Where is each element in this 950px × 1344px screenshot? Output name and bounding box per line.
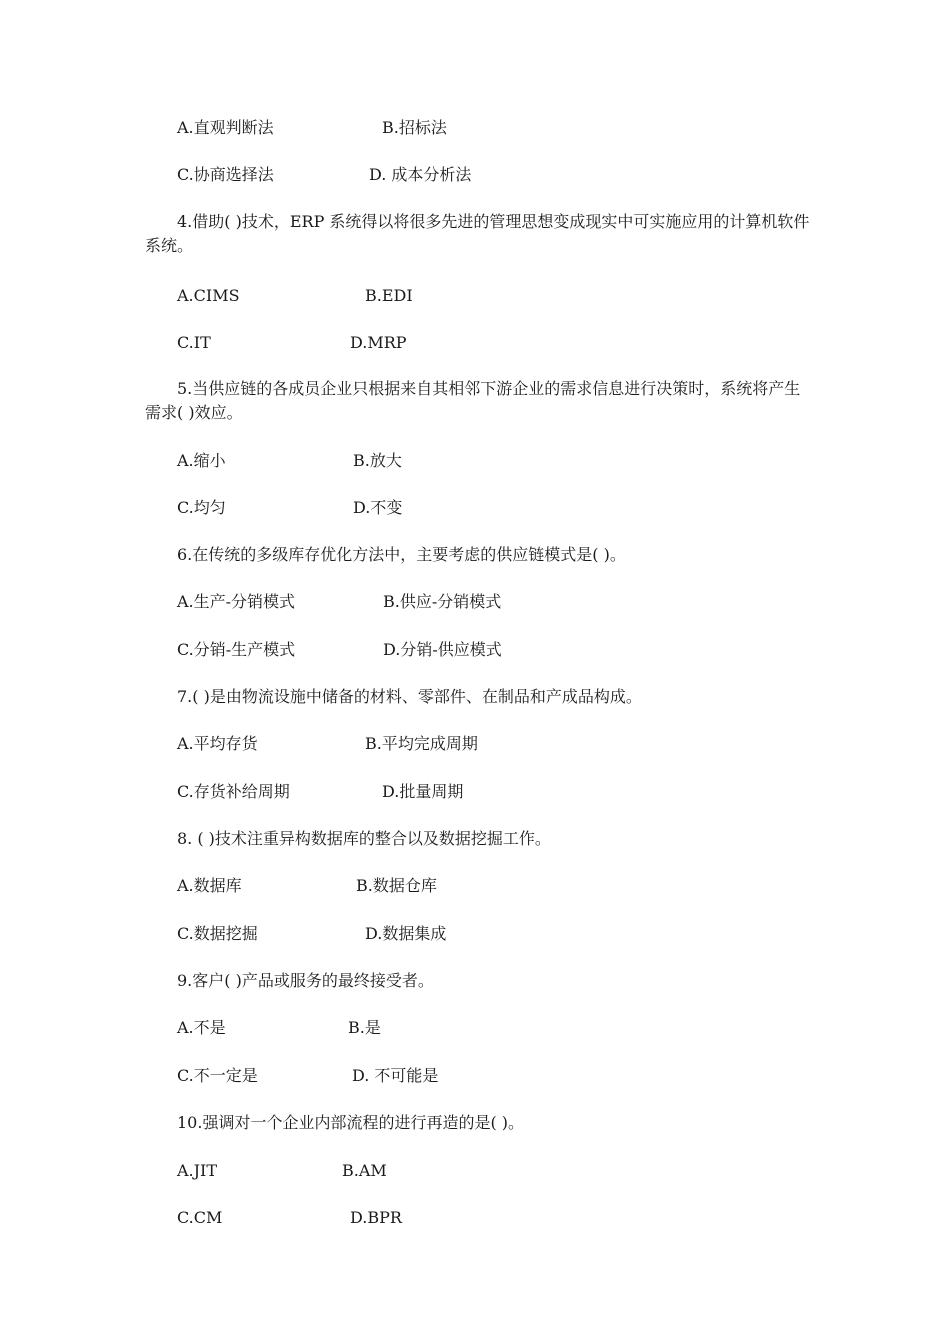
option-a: A.JIT [177, 1161, 218, 1180]
option-b: B.EDI [365, 286, 413, 305]
option-c: C.均匀 [177, 498, 226, 517]
option-d: D. 不可能是 [352, 1066, 439, 1085]
option-a: A.直观判断法 [177, 118, 274, 137]
option-d: D.数据集成 [365, 924, 447, 943]
option-b: B.放大 [353, 451, 402, 470]
option-c: C.存货补给周期 [177, 782, 290, 801]
option-a: A.缩小 [177, 451, 226, 470]
question-stem-6: 6.在传统的多级库存优化方法中，主要考虑的供应链模式是( )。 [177, 545, 626, 564]
option-b: B.供应-分销模式 [383, 592, 502, 611]
option-d: D. 成本分析法 [369, 165, 472, 184]
option-b: B.AM [342, 1161, 387, 1180]
option-c: C.CM [177, 1208, 223, 1227]
option-d: D.MRP [350, 333, 407, 352]
option-d: D.BPR [350, 1208, 402, 1227]
option-c: C.分销-生产模式 [177, 640, 296, 659]
option-a: A.CIMS [177, 286, 240, 305]
question-stem-7: 7.( )是由物流设施中储备的材料、零部件、在制品和产成品构成。 [177, 687, 642, 706]
option-a: A.数据库 [177, 876, 242, 895]
option-d: D.分销-供应模式 [383, 640, 502, 659]
option-b: B.是 [348, 1018, 381, 1037]
option-a: A.生产-分销模式 [177, 592, 296, 611]
option-d: D.批量周期 [382, 782, 464, 801]
option-c: C.IT [177, 333, 211, 352]
option-b: B.招标法 [382, 118, 447, 137]
question-stem-9: 9.客户( )产品或服务的最终接受者。 [177, 971, 434, 990]
option-d: D.不变 [353, 498, 403, 517]
question-stem-5: 5.当供应链的各成员企业只根据来自其相邻下游企业的需求信息进行决策时，系统将产生需求( )效应。 [145, 379, 801, 422]
option-c: C.协商选择法 [177, 165, 274, 184]
option-c: C.数据挖掘 [177, 924, 258, 943]
option-a: A.不是 [177, 1018, 226, 1037]
question-stem-4: 4.借助( )技术，ERP 系统得以将很多先进的管理思想变成现实中可实施应用的计算机软件系统。 [145, 212, 810, 255]
option-b: B.数据仓库 [356, 876, 437, 895]
option-b: B.平均完成周期 [365, 734, 478, 753]
question-stem-8: 8. ( )技术注重异构数据库的整合以及数据挖掘工作。 [177, 829, 551, 848]
option-c: C.不一定是 [177, 1066, 258, 1085]
option-a: A.平均存货 [177, 734, 258, 753]
question-stem-10: 10.强调对一个企业内部流程的进行再造的是( )。 [177, 1113, 525, 1132]
